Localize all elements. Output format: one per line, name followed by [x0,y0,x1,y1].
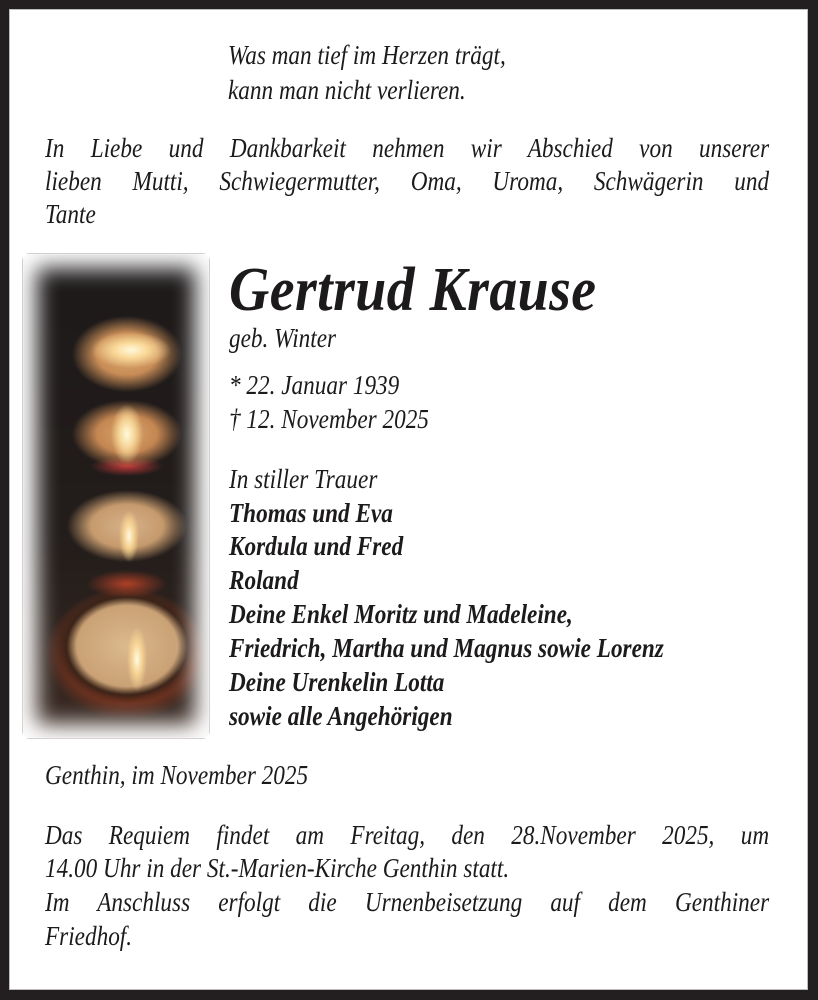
motto-line: kann man nicht verlieren. [228,75,466,105]
maiden-name: geb. Winter [229,323,337,353]
motto-line: Was man tief im Herzen trägt, [228,40,506,70]
intro-line: Tante [45,199,96,229]
mourner-name: Roland [229,565,299,595]
birth-date: * 22. Januar 1939 [229,370,400,400]
mourners-heading: In stiller Trauer [229,464,378,494]
service-line: Friedhof. [45,921,133,951]
mourner-name: Friedrich, Martha und Magnus sowie Lorenz [229,633,664,663]
service-line: Das Requiem findet am Freitag, den 28.November 2025, um [45,820,770,850]
intro-line: In Liebe und Dankbarkeit nehmen wir Abschied von unserer [45,133,770,163]
mourner-name: Deine Urenkelin Lotta [229,667,445,697]
place-date: Genthin, im November 2025 [45,760,309,790]
intro-line: lieben Mutti, Schwiegermutter, Oma, Uroma, Schwägerin und [45,166,770,196]
obituary-notice [9,9,808,990]
mourner-name: Thomas und Eva [229,498,393,528]
mourner-name: Kordula und Fred [229,531,404,561]
deceased-name: Gertrud Krause [229,256,597,324]
mourner-name: Deine Enkel Moritz und Madeleine, [229,599,573,629]
candle-photo [23,254,209,738]
death-date: † 12. November 2025 [229,404,429,434]
service-line: Im Anschluss erfolgt die Urnenbeisetzung auf dem Genthiner [45,887,770,917]
mourner-name: sowie alle Angehörigen [229,701,453,731]
service-line: 14.00 Uhr in der St.-Marien-Kirche Genthin statt. [45,853,510,883]
